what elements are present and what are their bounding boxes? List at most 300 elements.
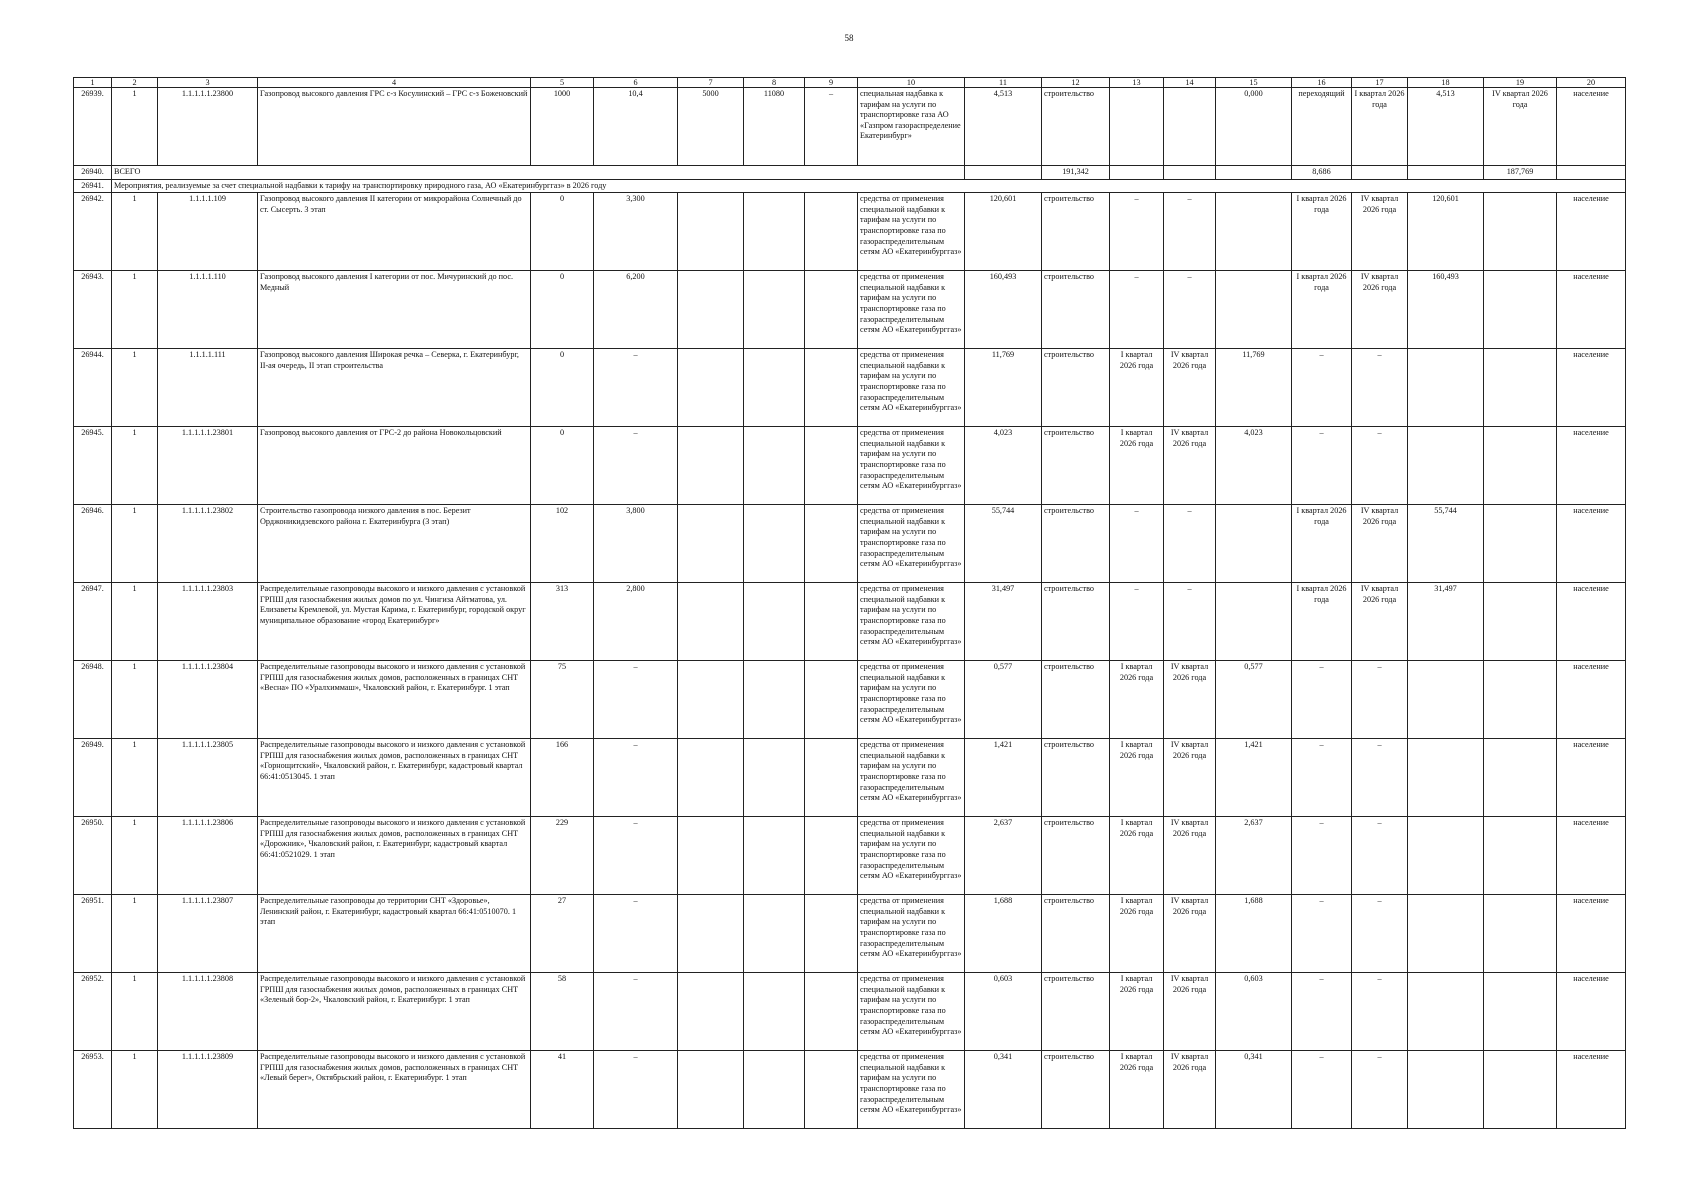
col-18-value: 160,493 — [1408, 271, 1484, 349]
col-14-value: – — [1164, 193, 1216, 271]
col-15-value: 1,688 — [1216, 895, 1292, 973]
work-type: строительство — [1042, 583, 1110, 661]
col-15-value: 4,023 — [1216, 427, 1292, 505]
col-18-value — [1408, 1051, 1484, 1129]
column-number-header: 8 — [744, 78, 805, 88]
col-15-value: 11,769 — [1216, 349, 1292, 427]
col-5-value: 0 — [531, 271, 594, 349]
financing-source: средства от применения специальной надбавки к тарифам на услуги по транспортировке газа по газораспределительным сетям АО «Екатеринбурггаз» — [858, 583, 965, 661]
col-8-value — [744, 583, 805, 661]
row-number: 26950. — [74, 817, 112, 895]
column-number-header: 4 — [258, 78, 531, 88]
col-11-value: 4,513 — [965, 88, 1042, 166]
col-19-value: IV квартал 2026 года — [1484, 88, 1557, 166]
col-6-value: – — [594, 739, 678, 817]
col-6-value: – — [594, 661, 678, 739]
col-16-value: – — [1292, 973, 1352, 1051]
col-5-value: 0 — [531, 349, 594, 427]
project-name: Строительство газопровода низкого давления в пос. Березит Орджоникидзевского района г. Екатеринбурга (3 этап) — [258, 505, 531, 583]
col-9-value — [805, 817, 858, 895]
col-8-value — [744, 739, 805, 817]
financing-source: средства от применения специальной надбавки к тарифам на услуги по транспортировке газа по газораспределительным сетям АО «Екатеринбурггаз» — [858, 193, 965, 271]
col-19-value — [1484, 505, 1557, 583]
beneficiary: население — [1557, 271, 1626, 349]
project-name: Газопровод высокого давления от ГРС-2 до района Новокольцовский — [258, 427, 531, 505]
row-number: 26947. — [74, 583, 112, 661]
col-5-value: 27 — [531, 895, 594, 973]
col-7-value — [678, 505, 744, 583]
beneficiary: население — [1557, 1051, 1626, 1129]
col-17-value: I квартал 2026 года — [1352, 88, 1408, 166]
col-9-value — [805, 193, 858, 271]
col-7-value — [678, 739, 744, 817]
col-19-value — [1484, 895, 1557, 973]
col-18-value — [1408, 817, 1484, 895]
column-number-header: 13 — [1110, 78, 1164, 88]
col-14-value: – — [1164, 271, 1216, 349]
page-number: 58 — [844, 33, 854, 43]
col-2-value: 1 — [112, 661, 158, 739]
col-14-value: IV квартал 2026 года — [1164, 817, 1216, 895]
project-code: 1.1.1.1.1.23808 — [158, 973, 258, 1051]
empty-cell — [1110, 166, 1164, 180]
empty-cell — [1164, 166, 1216, 180]
col-18-value — [1408, 349, 1484, 427]
investment-program-table — [73, 77, 1626, 1129]
col-14-value: IV квартал 2026 года — [1164, 661, 1216, 739]
col-17-value: – — [1352, 661, 1408, 739]
col-9-value — [805, 661, 858, 739]
col-5-value: 58 — [531, 973, 594, 1051]
project-code: 1.1.1.1.1.23805 — [158, 739, 258, 817]
col-17-value: – — [1352, 895, 1408, 973]
col-19-value — [1484, 271, 1557, 349]
col-19-value — [1484, 817, 1557, 895]
col-2-value: 1 — [112, 88, 158, 166]
beneficiary: население — [1557, 895, 1626, 973]
col-13-value: I квартал 2026 года — [1110, 739, 1164, 817]
col-15-value — [1216, 583, 1292, 661]
table-row — [74, 271, 1626, 349]
header-row — [74, 78, 1626, 88]
col-17-value: – — [1352, 973, 1408, 1051]
beneficiary: население — [1557, 973, 1626, 1051]
col-9-value — [805, 1051, 858, 1129]
col-16-value: I квартал 2026 года — [1292, 193, 1352, 271]
col-18-value: 31,497 — [1408, 583, 1484, 661]
col-6-value: – — [594, 349, 678, 427]
empty-cell — [1408, 166, 1484, 180]
financing-source: средства от применения специальной надбавки к тарифам на услуги по транспортировке газа по газораспределительным сетям АО «Екатеринбурггаз» — [858, 271, 965, 349]
row-number: 26948. — [74, 661, 112, 739]
col-8-value — [744, 349, 805, 427]
col-11-value: 0,577 — [965, 661, 1042, 739]
project-name: Газопровод высокого давления ГРС с-з Косулинский – ГРС с-з Боженовский — [258, 88, 531, 166]
project-name: Распределительные газопроводы высокого и низкого давления с установкой ГРПШ для газоснабжения жилых домов по ул. Чингиза Айтматова, ул. Елизаветы Кремлевой, ул. Мустая Карима, г. Екатеринбург, городской округ муниципальное образование «город Екатеринбург» — [258, 583, 531, 661]
financing-source: средства от применения специальной надбавки к тарифам на услуги по транспортировке газа по газораспределительным сетям АО «Екатеринбурггаз» — [858, 895, 965, 973]
column-number-header: 18 — [1408, 78, 1484, 88]
col-16-value: переходящий — [1292, 88, 1352, 166]
col-5-value: 41 — [531, 1051, 594, 1129]
col-8-value — [744, 817, 805, 895]
row-number: 26941. — [74, 179, 112, 193]
row-number: 26940. — [74, 166, 112, 180]
total-col-11: 191,342 — [1042, 166, 1110, 180]
col-9-value — [805, 583, 858, 661]
total-row — [74, 166, 1626, 180]
col-7-value — [678, 895, 744, 973]
col-2-value: 1 — [112, 505, 158, 583]
col-13-value: I квартал 2026 года — [1110, 349, 1164, 427]
project-code: 1.1.1.1.1.23801 — [158, 427, 258, 505]
col-15-value — [1216, 193, 1292, 271]
work-type: строительство — [1042, 505, 1110, 583]
col-11-value: 1,421 — [965, 739, 1042, 817]
project-name: Распределительные газопроводы высокого и низкого давления с установкой ГРПШ для газоснабжения жилых домов, расположенных в границах СНТ «Левый берег», Октябрьский район, г. Екатеринбург. 1 этап — [258, 1051, 531, 1129]
col-16-value: – — [1292, 895, 1352, 973]
col-15-value: 2,637 — [1216, 817, 1292, 895]
column-number-header: 11 — [965, 78, 1042, 88]
project-name: Распределительные газопроводы высокого и низкого давления с установкой ГРПШ для газоснабжения жилых домов, расположенных в границах СНТ «Весна» ПО «Уралхиммаш», Чкаловский район, г. Екатеринбург. 1 этап — [258, 661, 531, 739]
table-row — [74, 973, 1626, 1051]
col-6-value: – — [594, 895, 678, 973]
column-number-header: 2 — [112, 78, 158, 88]
col-8-value — [744, 895, 805, 973]
total-col-15: 8,686 — [1292, 166, 1352, 180]
row-number: 26945. — [74, 427, 112, 505]
col-11-value: 55,744 — [965, 505, 1042, 583]
col-19-value — [1484, 739, 1557, 817]
col-6-value: 10,4 — [594, 88, 678, 166]
col-18-value: 55,744 — [1408, 505, 1484, 583]
project-name: Газопровод высокого давления I категории от пос. Мичуринский до пос. Медный — [258, 271, 531, 349]
col-11-value: 0,603 — [965, 973, 1042, 1051]
col-8-value — [744, 661, 805, 739]
work-type: строительство — [1042, 193, 1110, 271]
beneficiary: население — [1557, 739, 1626, 817]
col-2-value: 1 — [112, 817, 158, 895]
column-number-header: 10 — [858, 78, 965, 88]
col-17-value: – — [1352, 349, 1408, 427]
col-9-value — [805, 427, 858, 505]
col-8-value — [744, 505, 805, 583]
col-15-value: 0,577 — [1216, 661, 1292, 739]
section-header-row — [74, 179, 1626, 193]
col-7-value — [678, 349, 744, 427]
project-code: 1.1.1.1.110 — [158, 271, 258, 349]
table-row — [74, 895, 1626, 973]
col-9-value — [805, 973, 858, 1051]
column-number-header: 14 — [1164, 78, 1216, 88]
col-17-value: – — [1352, 739, 1408, 817]
work-type: строительство — [1042, 817, 1110, 895]
col-11-value: 31,497 — [965, 583, 1042, 661]
col-8-value — [744, 271, 805, 349]
column-number-header: 17 — [1352, 78, 1408, 88]
row-number: 26942. — [74, 193, 112, 271]
col-2-value: 1 — [112, 427, 158, 505]
row-number: 26943. — [74, 271, 112, 349]
column-number-header: 12 — [1042, 78, 1110, 88]
empty-cell — [1352, 166, 1408, 180]
col-11-value: 4,023 — [965, 427, 1042, 505]
project-name: Распределительные газопроводы высокого и низкого давления с установкой ГРПШ для газоснабжения жилых домов, расположенных в границах СНТ «Дорожник», Чкаловский район, г. Екатеринбург, кадастровый квартал 66:41:0521029. 1 этап — [258, 817, 531, 895]
col-11-value: 11,769 — [965, 349, 1042, 427]
col-13-value: I квартал 2026 года — [1110, 427, 1164, 505]
project-name: Газопровод высокого давления Широкая речка – Северка, г. Екатеринбург, II-ая очередь, II этап строительства — [258, 349, 531, 427]
project-name: Распределительные газопроводы высокого и низкого давления с установкой ГРПШ для газоснабжения жилых домов, расположенных в границах СНТ «Горнощитский», Чкаловский район, г. Екатеринбург, кадастровый квартал 66:41:0513045. 1 этап — [258, 739, 531, 817]
col-6-value: – — [594, 817, 678, 895]
row-number: 26939. — [74, 88, 112, 166]
work-type: строительство — [1042, 349, 1110, 427]
beneficiary: население — [1557, 88, 1626, 166]
table-row — [74, 817, 1626, 895]
column-number-header: 7 — [678, 78, 744, 88]
col-9-value: – — [805, 88, 858, 166]
col-2-value: 1 — [112, 739, 158, 817]
col-16-value: I квартал 2026 года — [1292, 271, 1352, 349]
col-7-value — [678, 1051, 744, 1129]
table-row — [74, 88, 1626, 166]
row-number: 26949. — [74, 739, 112, 817]
financing-source: средства от применения специальной надбавки к тарифам на услуги по транспортировке газа по газораспределительным сетям АО «Екатеринбурггаз» — [858, 739, 965, 817]
col-6-value: 2,800 — [594, 583, 678, 661]
col-8-value — [744, 427, 805, 505]
col-18-value: 120,601 — [1408, 193, 1484, 271]
financing-source: средства от применения специальной надбавки к тарифам на услуги по транспортировке газа по газораспределительным сетям АО «Екатеринбурггаз» — [858, 661, 965, 739]
beneficiary: население — [1557, 583, 1626, 661]
table-row — [74, 193, 1626, 271]
col-17-value: – — [1352, 427, 1408, 505]
col-16-value: – — [1292, 661, 1352, 739]
work-type: строительство — [1042, 88, 1110, 166]
col-17-value: IV квартал 2026 года — [1352, 271, 1408, 349]
beneficiary: население — [1557, 349, 1626, 427]
beneficiary: население — [1557, 427, 1626, 505]
beneficiary: население — [1557, 817, 1626, 895]
col-6-value: 3,800 — [594, 505, 678, 583]
column-number-header: 15 — [1216, 78, 1292, 88]
col-11-value: 120,601 — [965, 193, 1042, 271]
beneficiary: население — [1557, 193, 1626, 271]
table-row — [74, 505, 1626, 583]
col-16-value: I квартал 2026 года — [1292, 583, 1352, 661]
col-19-value — [1484, 583, 1557, 661]
col-5-value: 0 — [531, 427, 594, 505]
project-code: 1.1.1.1.1.23803 — [158, 583, 258, 661]
table-row — [74, 661, 1626, 739]
col-6-value: 6,200 — [594, 271, 678, 349]
col-17-value: – — [1352, 817, 1408, 895]
col-15-value: 1,421 — [1216, 739, 1292, 817]
row-number: 26951. — [74, 895, 112, 973]
project-code: 1.1.1.1.1.23804 — [158, 661, 258, 739]
col-7-value — [678, 817, 744, 895]
column-number-header: 1 — [74, 78, 112, 88]
col-8-value: 11080 — [744, 88, 805, 166]
col-13-value: – — [1110, 193, 1164, 271]
col-18-value — [1408, 973, 1484, 1051]
total-label: ВСЕГО — [112, 166, 965, 180]
col-6-value: – — [594, 427, 678, 505]
col-15-value: 0,341 — [1216, 1051, 1292, 1129]
row-number: 26952. — [74, 973, 112, 1051]
empty-cell — [965, 166, 1042, 180]
col-8-value — [744, 193, 805, 271]
col-7-value: 5000 — [678, 88, 744, 166]
col-11-value: 1,688 — [965, 895, 1042, 973]
project-code: 1.1.1.1.1.23809 — [158, 1051, 258, 1129]
col-16-value: – — [1292, 1051, 1352, 1129]
col-2-value: 1 — [112, 895, 158, 973]
project-code: 1.1.1.1.1.23800 — [158, 88, 258, 166]
col-5-value: 229 — [531, 817, 594, 895]
col-9-value — [805, 349, 858, 427]
col-7-value — [678, 193, 744, 271]
col-18-value — [1408, 427, 1484, 505]
project-code: 1.1.1.1.1.23806 — [158, 817, 258, 895]
column-number-header: 9 — [805, 78, 858, 88]
col-19-value — [1484, 1051, 1557, 1129]
financing-source: средства от применения специальной надбавки к тарифам на услуги по транспортировке газа по газораспределительным сетям АО «Екатеринбурггаз» — [858, 973, 965, 1051]
col-14-value: IV квартал 2026 года — [1164, 1051, 1216, 1129]
col-19-value — [1484, 973, 1557, 1051]
financing-source: средства от применения специальной надбавки к тарифам на услуги по транспортировке газа по газораспределительным сетям АО «Екатеринбурггаз» — [858, 349, 965, 427]
table-row — [74, 1051, 1626, 1129]
col-16-value: – — [1292, 817, 1352, 895]
project-name: Распределительные газопроводы до территории СНТ «Здоровье», Ленинский район, г. Екатеринбург, кадастровый квартал 66:41:0510070. 1 этап — [258, 895, 531, 973]
col-11-value: 0,341 — [965, 1051, 1042, 1129]
col-14-value: IV квартал 2026 года — [1164, 349, 1216, 427]
col-13-value: I квартал 2026 года — [1110, 973, 1164, 1051]
col-14-value: IV квартал 2026 года — [1164, 739, 1216, 817]
col-19-value — [1484, 427, 1557, 505]
beneficiary: население — [1557, 505, 1626, 583]
col-15-value — [1216, 505, 1292, 583]
col-14-value: – — [1164, 505, 1216, 583]
col-17-value: – — [1352, 1051, 1408, 1129]
col-16-value: – — [1292, 349, 1352, 427]
section-title: Мероприятия, реализуемые за счет специальной надбавки к тарифу на транспортировку природного газа, АО «Екатеринбурггаз» в 2026 году — [112, 179, 1626, 193]
col-13-value — [1110, 88, 1164, 166]
col-15-value: 0,000 — [1216, 88, 1292, 166]
empty-cell — [1216, 166, 1292, 180]
project-code: 1.1.1.1.109 — [158, 193, 258, 271]
col-8-value — [744, 1051, 805, 1129]
col-5-value: 0 — [531, 193, 594, 271]
col-14-value: – — [1164, 583, 1216, 661]
col-11-value: 2,637 — [965, 817, 1042, 895]
col-19-value — [1484, 349, 1557, 427]
col-15-value: 0,603 — [1216, 973, 1292, 1051]
col-13-value: I квартал 2026 года — [1110, 895, 1164, 973]
col-8-value — [744, 973, 805, 1051]
col-16-value: – — [1292, 427, 1352, 505]
col-13-value: I квартал 2026 года — [1110, 817, 1164, 895]
col-7-value — [678, 583, 744, 661]
work-type: строительство — [1042, 739, 1110, 817]
col-18-value — [1408, 739, 1484, 817]
project-code: 1.1.1.1.1.23802 — [158, 505, 258, 583]
work-type: строительство — [1042, 271, 1110, 349]
col-14-value: IV квартал 2026 года — [1164, 973, 1216, 1051]
row-number: 26944. — [74, 349, 112, 427]
table-row — [74, 427, 1626, 505]
col-17-value: IV квартал 2026 года — [1352, 193, 1408, 271]
column-number-header: 5 — [531, 78, 594, 88]
col-7-value — [678, 973, 744, 1051]
column-number-header: 6 — [594, 78, 678, 88]
row-number: 26953. — [74, 1051, 112, 1129]
column-number-header: 3 — [158, 78, 258, 88]
col-9-value — [805, 505, 858, 583]
beneficiary: население — [1557, 661, 1626, 739]
col-5-value: 102 — [531, 505, 594, 583]
column-number-header: 16 — [1292, 78, 1352, 88]
col-15-value — [1216, 271, 1292, 349]
work-type: строительство — [1042, 973, 1110, 1051]
col-7-value — [678, 661, 744, 739]
col-2-value: 1 — [112, 973, 158, 1051]
col-2-value: 1 — [112, 583, 158, 661]
work-type: строительство — [1042, 661, 1110, 739]
col-5-value: 75 — [531, 661, 594, 739]
col-14-value: IV квартал 2026 года — [1164, 895, 1216, 973]
col-6-value: – — [594, 973, 678, 1051]
col-9-value — [805, 739, 858, 817]
col-19-value — [1484, 193, 1557, 271]
column-number-header: 20 — [1557, 78, 1626, 88]
col-17-value: IV квартал 2026 года — [1352, 583, 1408, 661]
financing-source: средства от применения специальной надбавки к тарифам на услуги по транспортировке газа по газораспределительным сетям АО «Екатеринбурггаз» — [858, 427, 965, 505]
project-name: Газопровод высокого давления II категории от микрорайона Солнечный до ст. Сысерть. 3 этап — [258, 193, 531, 271]
work-type: строительство — [1042, 1051, 1110, 1129]
col-5-value: 313 — [531, 583, 594, 661]
col-17-value: IV квартал 2026 года — [1352, 505, 1408, 583]
col-2-value: 1 — [112, 1051, 158, 1129]
project-code: 1.1.1.1.111 — [158, 349, 258, 427]
col-9-value — [805, 271, 858, 349]
col-13-value: – — [1110, 271, 1164, 349]
col-18-value — [1408, 661, 1484, 739]
col-18-value: 4,513 — [1408, 88, 1484, 166]
total-col-18: 187,769 — [1484, 166, 1557, 180]
col-13-value: I квартал 2026 года — [1110, 661, 1164, 739]
row-number: 26946. — [74, 505, 112, 583]
financing-source: средства от применения специальной надбавки к тарифам на услуги по транспортировке газа по газораспределительным сетям АО «Екатеринбурггаз» — [858, 505, 965, 583]
col-6-value: 3,300 — [594, 193, 678, 271]
empty-cell — [1557, 166, 1626, 180]
table-row — [74, 583, 1626, 661]
work-type: строительство — [1042, 895, 1110, 973]
table-row — [74, 739, 1626, 817]
col-9-value — [805, 895, 858, 973]
project-code: 1.1.1.1.1.23807 — [158, 895, 258, 973]
col-2-value: 1 — [112, 271, 158, 349]
col-13-value: I квартал 2026 года — [1110, 1051, 1164, 1129]
col-14-value: IV квартал 2026 года — [1164, 427, 1216, 505]
financing-source: специальная надбавка к тарифам на услуги по транспортировке газа АО «Газпром газораспределение Екатеринбург» — [858, 88, 965, 166]
col-5-value: 166 — [531, 739, 594, 817]
project-name: Распределительные газопроводы высокого и низкого давления с установкой ГРПШ для газоснабжения жилых домов, расположенных в границах СНТ «Зеленый бор-2», Чкаловский район, г. Екатеринбург. 1 этап — [258, 973, 531, 1051]
col-19-value — [1484, 661, 1557, 739]
col-14-value — [1164, 88, 1216, 166]
col-16-value: – — [1292, 739, 1352, 817]
col-13-value: – — [1110, 583, 1164, 661]
financing-source: средства от применения специальной надбавки к тарифам на услуги по транспортировке газа по газораспределительным сетям АО «Екатеринбурггаз» — [858, 817, 965, 895]
col-2-value: 1 — [112, 349, 158, 427]
col-11-value: 160,493 — [965, 271, 1042, 349]
